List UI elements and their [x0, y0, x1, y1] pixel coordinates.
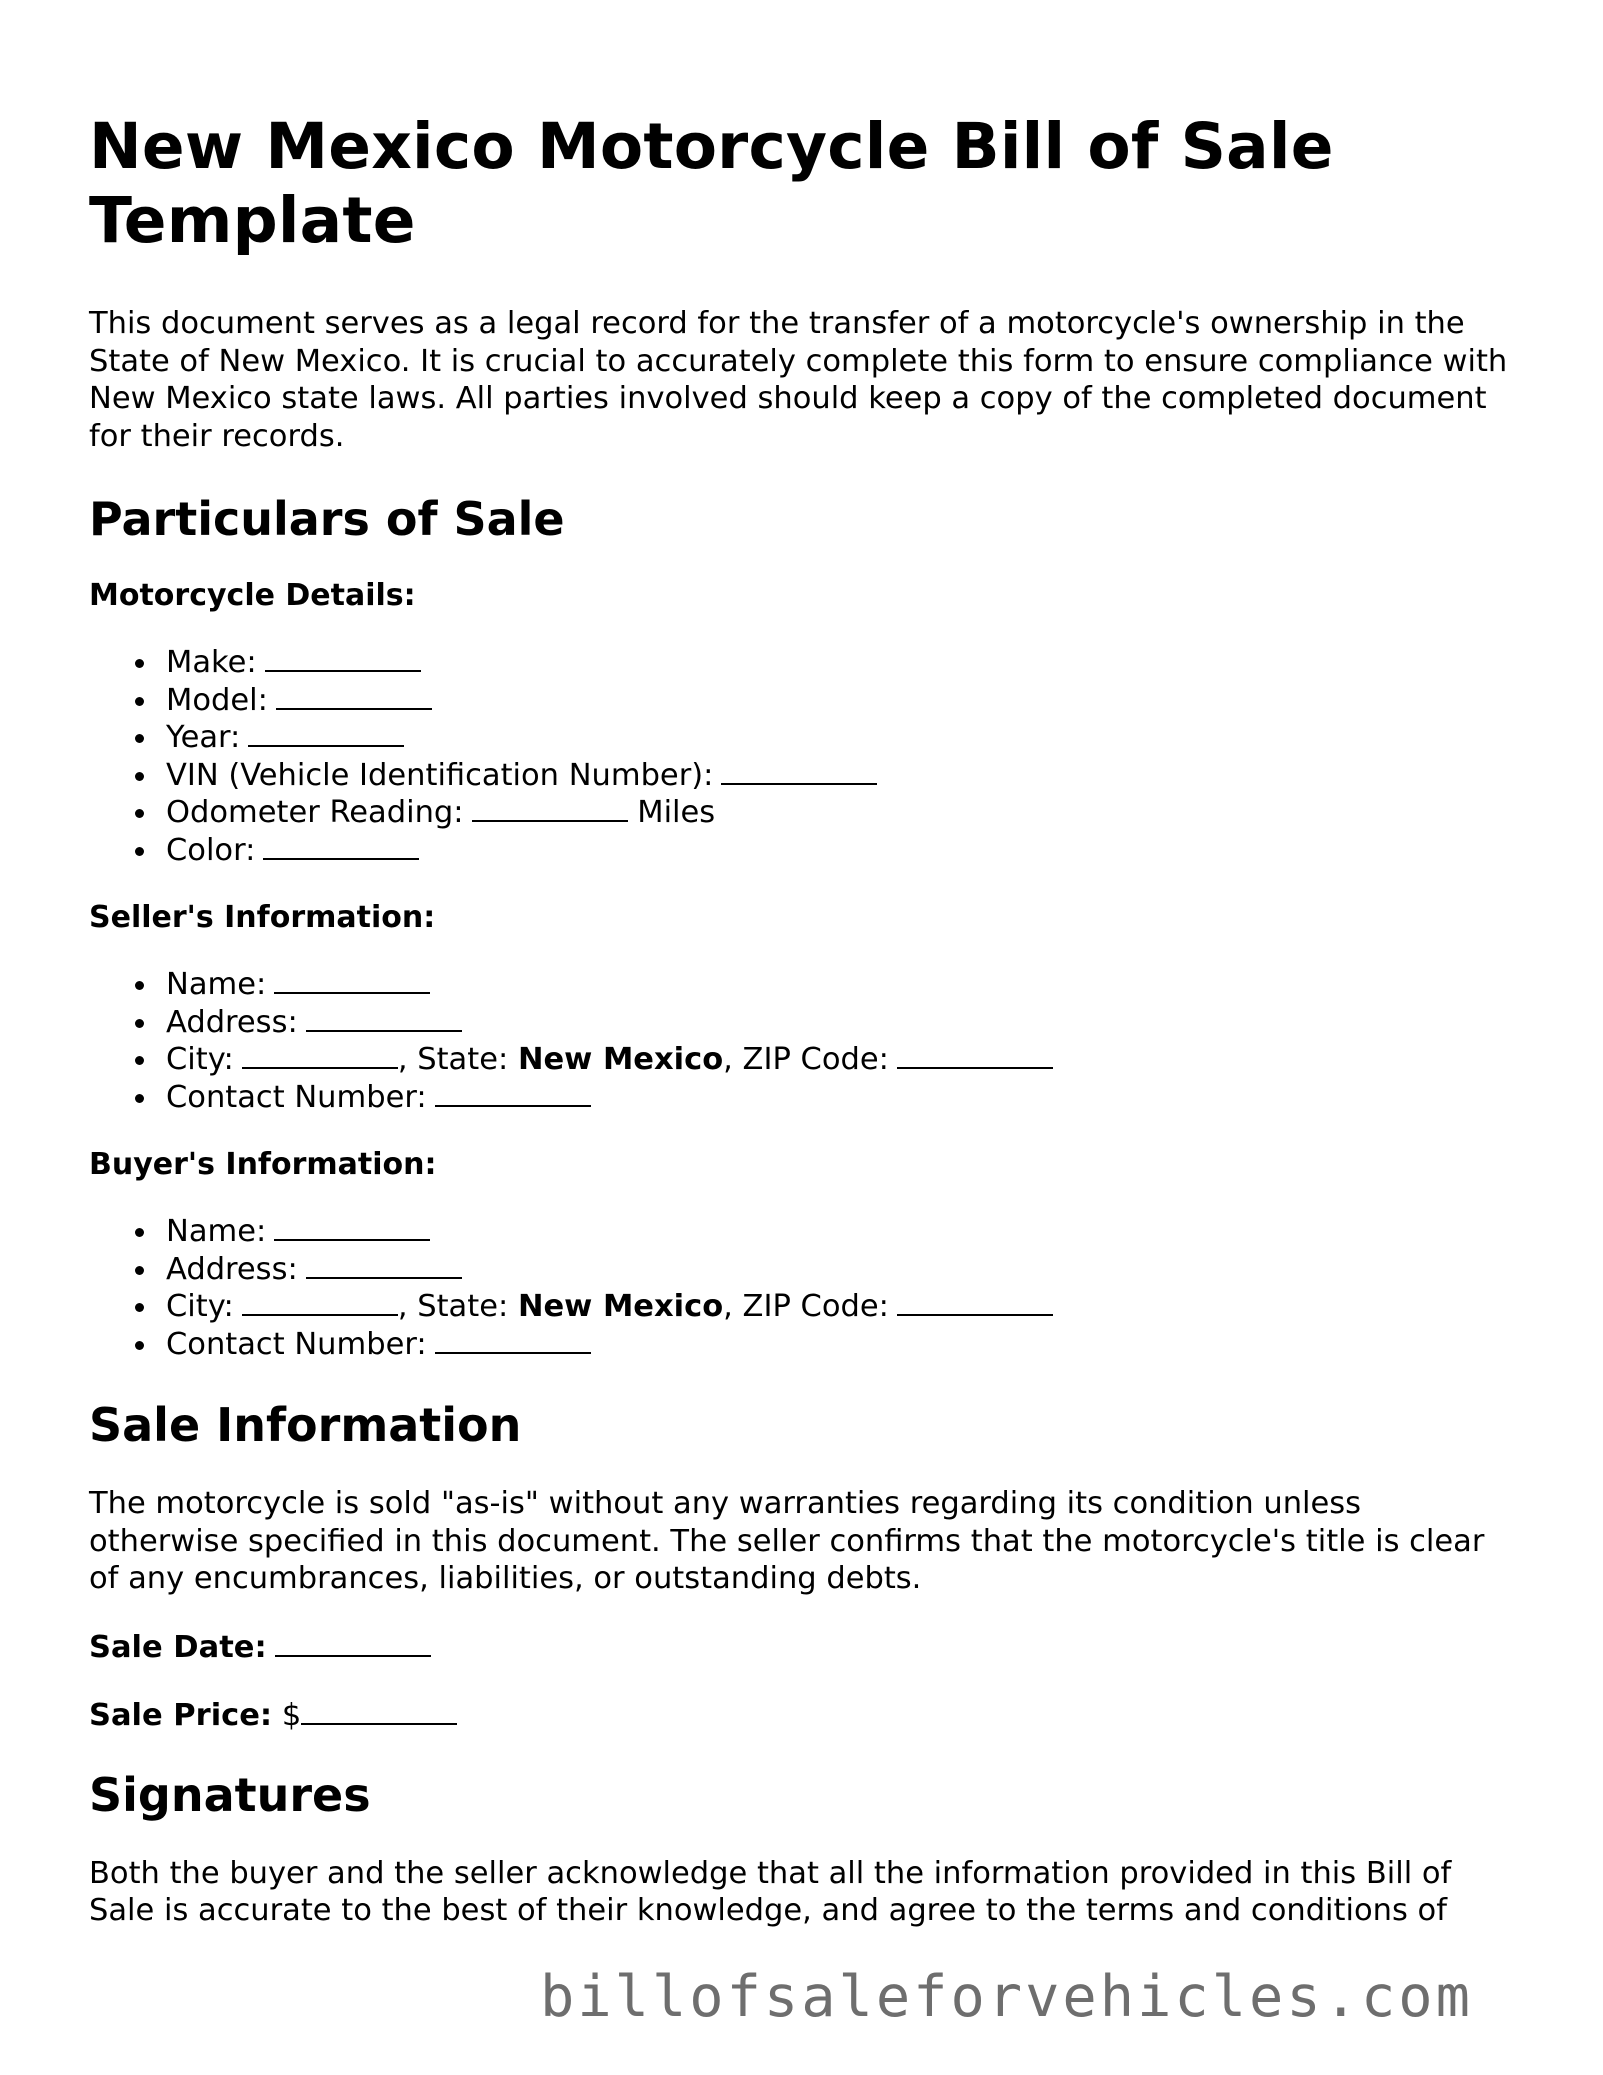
page-title: New Mexico Motorcycle Bill of Sale Template: [89, 110, 1334, 257]
sale-price-label: Sale Price:: [89, 1698, 273, 1733]
model-label: Model:: [166, 682, 268, 718]
signatures-heading: Signatures: [89, 1767, 371, 1822]
make-blank[interactable]: [265, 645, 421, 672]
particulars-heading: Particulars of Sale: [89, 492, 565, 546]
bullet-icon: [135, 659, 144, 668]
watermark: billofsaleforvehicles.com: [540, 1964, 1473, 2030]
bullet-icon: [135, 734, 144, 743]
buyer-state-value: New Mexico: [517, 1289, 724, 1324]
list-item: [89, 1004, 1519, 1042]
motorcycle-details-list: [89, 644, 1519, 869]
buyer-name-blank[interactable]: [274, 1214, 430, 1241]
year-blank[interactable]: [248, 720, 404, 747]
seller-name-blank[interactable]: [274, 967, 430, 994]
list-item: [89, 1079, 1519, 1117]
buyer-info-list: [89, 1213, 1519, 1363]
list-item: [89, 1288, 1519, 1326]
bullet-icon: [135, 1019, 144, 1028]
buyer-contact-label: Contact Number:: [166, 1326, 427, 1362]
vin-blank[interactable]: [721, 758, 877, 785]
seller-city-blank[interactable]: [242, 1042, 398, 1069]
buyer-city-label: City:: [166, 1289, 234, 1324]
buyer-city-blank[interactable]: [242, 1289, 398, 1316]
vin-label: VIN (Vehicle Identification Number):: [166, 757, 714, 793]
seller-contact-label: Contact Number:: [166, 1079, 427, 1115]
seller-state-label: , State:: [397, 1042, 509, 1077]
bullet-icon: [135, 1094, 144, 1103]
seller-zip-blank[interactable]: [897, 1042, 1053, 1069]
currency-symbol: $: [281, 1698, 302, 1733]
buyer-name-label: Name:: [166, 1214, 267, 1249]
seller-city-label: City:: [166, 1042, 234, 1077]
make-label: Make:: [166, 645, 257, 680]
sale-price-line: [89, 1697, 1519, 1735]
model-blank[interactable]: [276, 683, 432, 710]
list-item: [89, 1041, 1519, 1079]
buyer-info-heading: Buyer's Information:: [89, 1147, 437, 1182]
bullet-icon: [135, 697, 144, 706]
seller-zip-label: , ZIP Code:: [723, 1042, 889, 1077]
signatures-paragraph: Both the buyer and the seller acknowledge that all the information provided in this Bill of Sale is accurate to the best of their knowledge, and agree to the terms and conditions of: [89, 1855, 1452, 1928]
list-item: [89, 1251, 1519, 1289]
color-blank[interactable]: [263, 833, 419, 860]
list-item: [89, 682, 1519, 720]
odometer-unit: Miles: [637, 795, 716, 830]
odometer-blank[interactable]: [472, 795, 628, 822]
odometer-label: Odometer Reading:: [166, 795, 464, 830]
bullet-icon: [135, 1341, 144, 1350]
seller-address-label: Address:: [166, 1004, 298, 1040]
bullet-icon: [135, 1228, 144, 1237]
seller-contact-blank[interactable]: [435, 1080, 591, 1107]
document-content: [89, 110, 1519, 1930]
seller-name-label: Name:: [166, 967, 267, 1002]
buyer-contact-blank[interactable]: [435, 1327, 591, 1354]
list-item: [89, 644, 1519, 682]
list-item: [89, 966, 1519, 1004]
seller-address-blank[interactable]: [306, 1005, 462, 1032]
bullet-icon: [135, 1266, 144, 1275]
bullet-icon: [135, 1303, 144, 1312]
list-item: [89, 794, 1519, 832]
seller-state-value: New Mexico: [517, 1042, 724, 1077]
sale-date-label: Sale Date:: [89, 1629, 267, 1665]
motorcycle-details-heading: Motorcycle Details:: [89, 578, 416, 613]
buyer-address-blank[interactable]: [306, 1252, 462, 1279]
bullet-icon: [135, 981, 144, 990]
intro-paragraph: This document serves as a legal record for the transfer of a motorcycle's ownership in the State of New Mexico. It is crucial to accurately complete this form to ensure compliance with New Mexico state laws. All parties involved should keep a copy of the completed document for their records.: [89, 306, 1508, 454]
bullet-icon: [135, 847, 144, 856]
seller-info-heading: Seller's Information:: [89, 900, 436, 935]
sale-info-heading: Sale Information: [89, 1398, 522, 1452]
seller-info-list: [89, 966, 1519, 1116]
sale-date-blank[interactable]: [275, 1630, 431, 1657]
buyer-address-label: Address:: [166, 1251, 298, 1287]
buyer-zip-blank[interactable]: [897, 1289, 1053, 1316]
year-label: Year:: [166, 720, 241, 755]
sale-date-line: [89, 1629, 1519, 1667]
color-label: Color:: [166, 832, 256, 868]
bullet-icon: [135, 772, 144, 781]
sale-price-blank[interactable]: [301, 1698, 457, 1725]
list-item: [89, 719, 1519, 757]
buyer-state-label: , State:: [397, 1289, 509, 1324]
list-item: [89, 1213, 1519, 1251]
list-item: [89, 832, 1519, 870]
list-item: [89, 757, 1519, 795]
buyer-zip-label: , ZIP Code:: [723, 1289, 889, 1324]
bullet-icon: [135, 809, 144, 818]
list-item: [89, 1326, 1519, 1364]
sale-info-paragraph: The motorcycle is sold "as-is" without any warranties regarding its condition unless otherwise specified in this document. The seller confirms that the motorcycle's title is clear of any encumbrances, liabilities, or outstanding debts.: [89, 1486, 1485, 1596]
bullet-icon: [135, 1056, 144, 1065]
